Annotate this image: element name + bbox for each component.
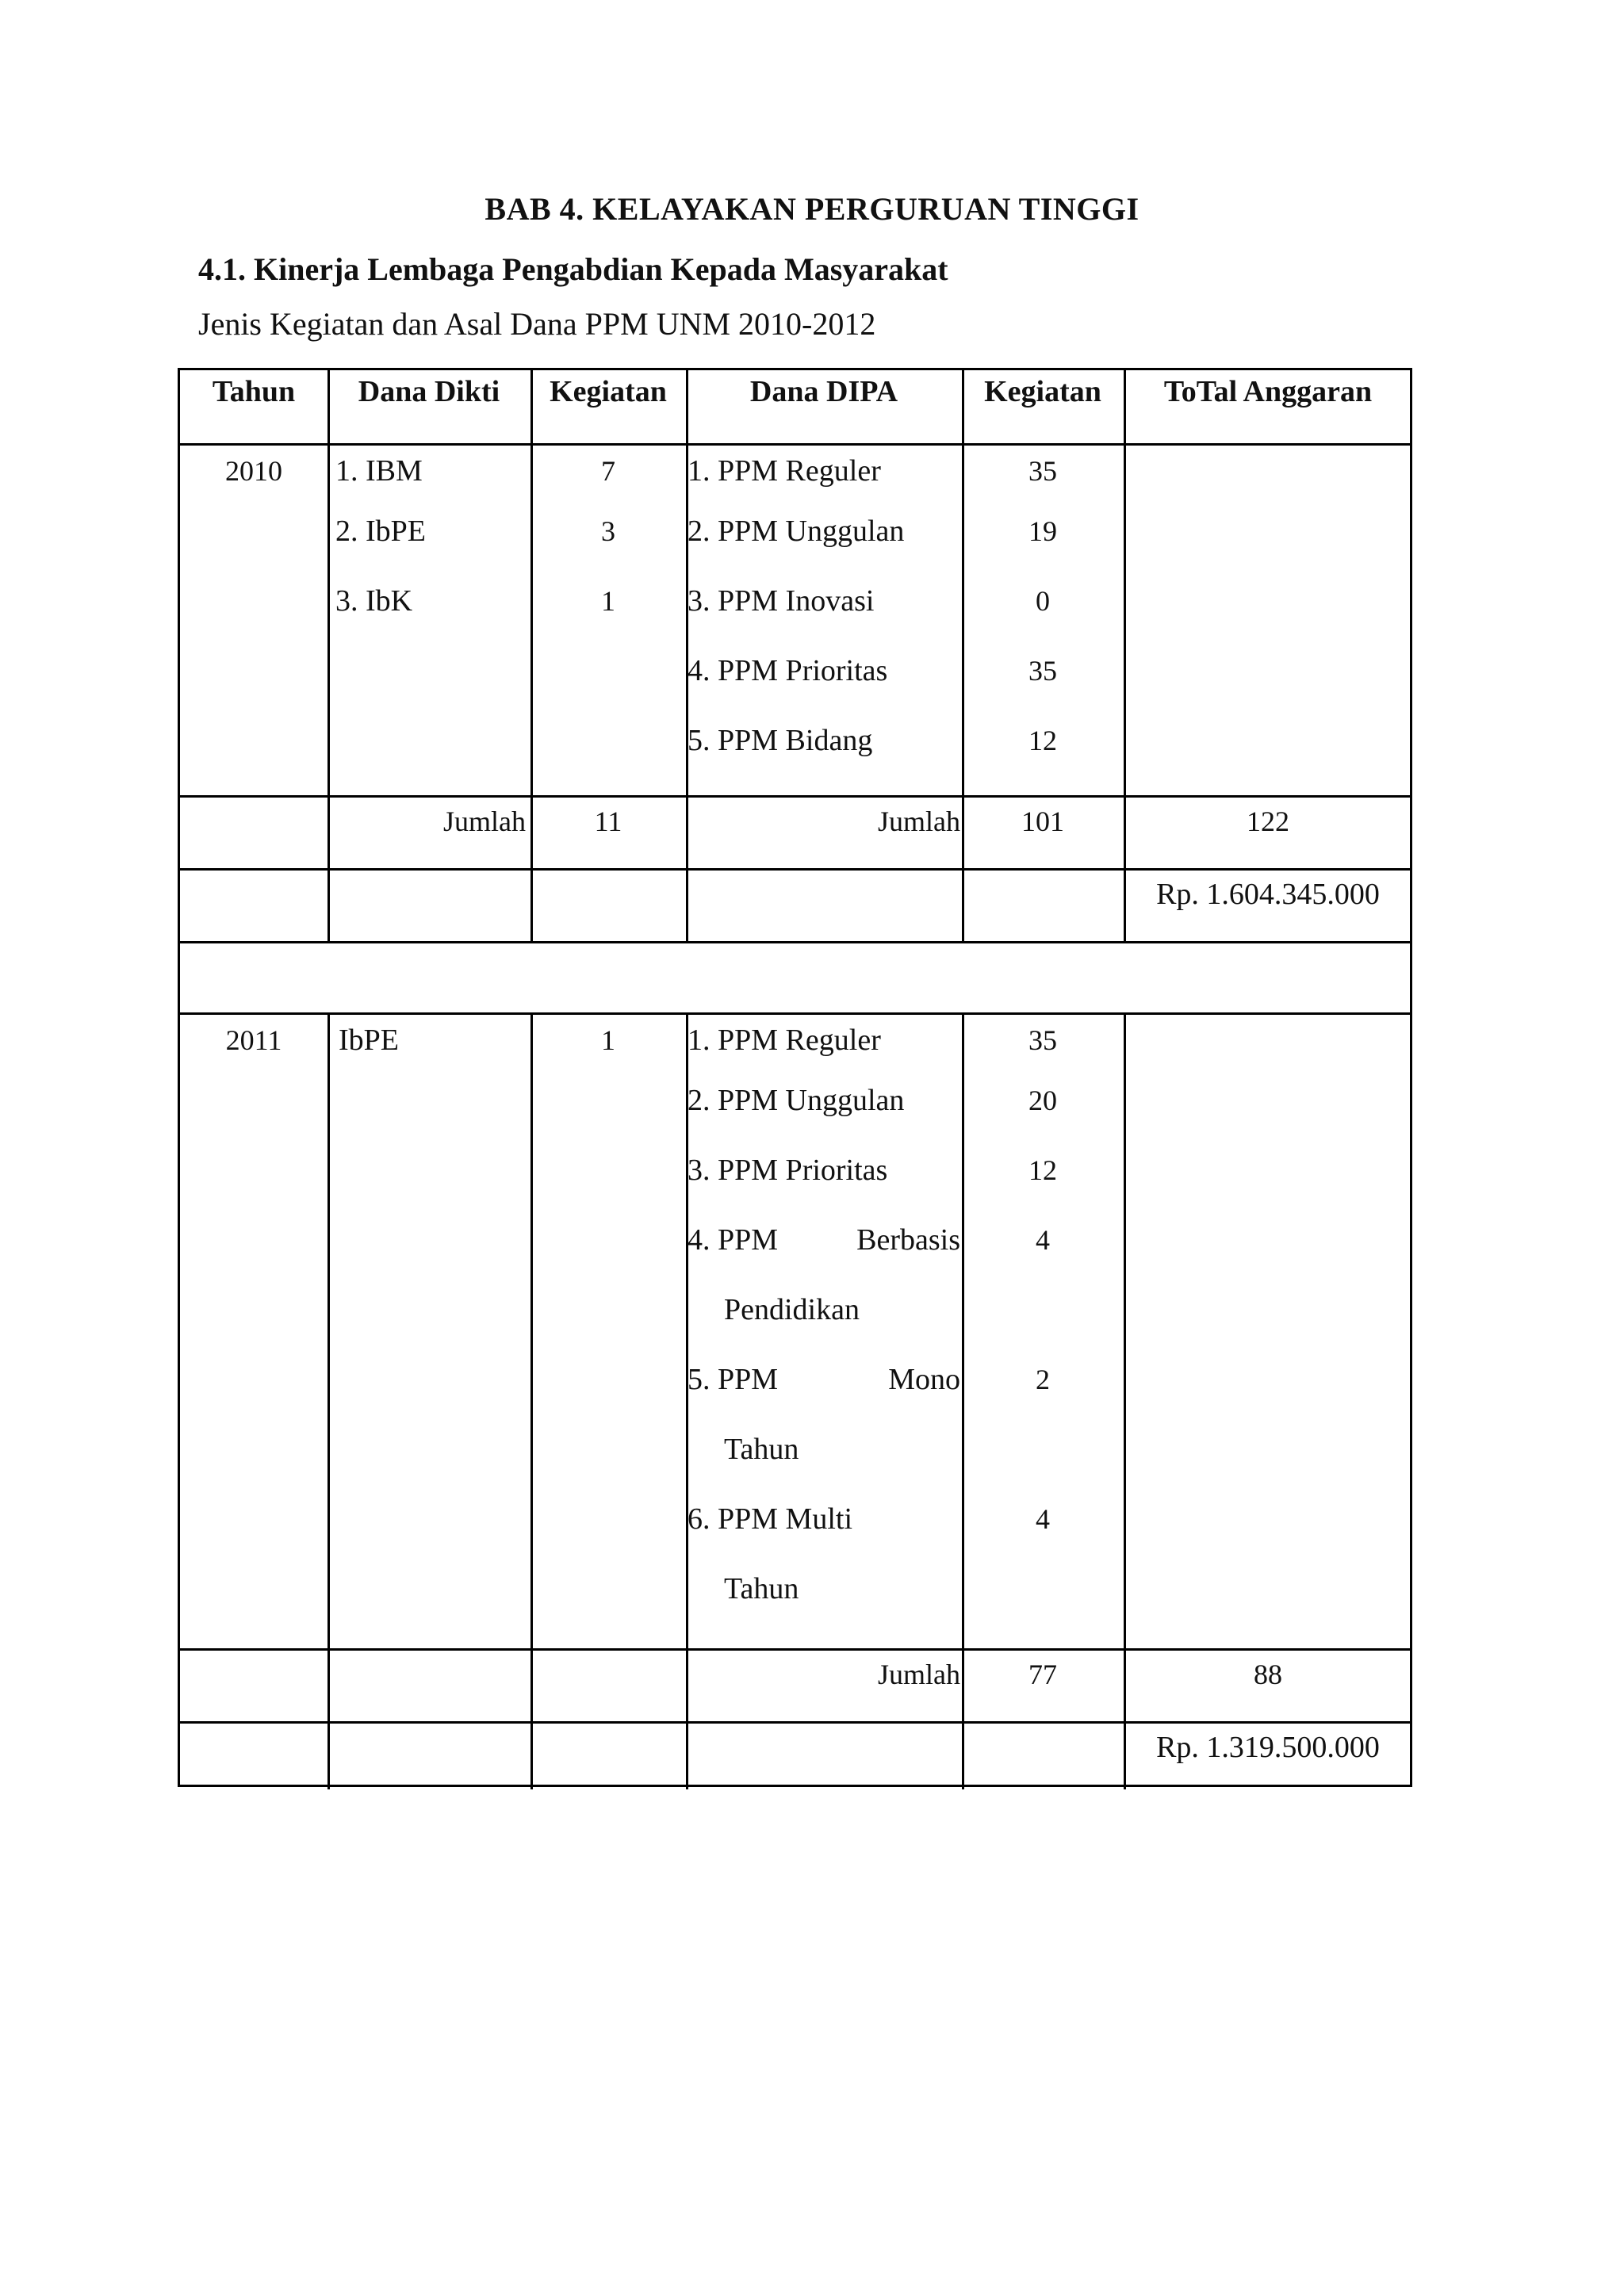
jumlah-label: Jumlah — [878, 1659, 960, 1690]
table-caption: Jenis Kegiatan dan Asal Dana PPM UNM 2010-2012 — [198, 306, 876, 342]
dikti-item: 2. IbPE — [335, 515, 426, 548]
jumlah-dipa: 77 — [1028, 1659, 1057, 1690]
chapter-title: BAB 4. KELAYAKAN PERGURUAN TINGGI — [485, 191, 1139, 227]
row-divider — [180, 941, 1410, 943]
dipa-item-continuation: Tahun — [724, 1433, 799, 1466]
header-kegiatan-dikti: Kegiatan — [550, 375, 667, 408]
dipa-count: 35 — [1028, 455, 1057, 487]
col-divider — [530, 1012, 533, 1789]
dipa-item: 6. PPM Multi — [688, 1502, 853, 1536]
dikti-item: 1. IBM — [335, 454, 423, 488]
ppm-table — [178, 368, 1412, 1787]
dipa-item: 1. PPM Reguler — [688, 454, 881, 488]
dikti-count: 1 — [601, 585, 615, 617]
section-heading: 4.1. Kinerja Lembaga Pengabdian Kepada Masyarakat — [198, 251, 948, 287]
dikti-count: 7 — [601, 455, 615, 487]
dipa-item — [688, 1222, 960, 1258]
dipa-item-right: Berbasis — [856, 1223, 960, 1257]
row-divider — [180, 1012, 1410, 1015]
dikti-item: IbPE — [339, 1024, 399, 1057]
dipa-item-continuation: Pendidikan — [724, 1293, 860, 1326]
dipa-count: 12 — [1028, 725, 1057, 756]
header-total-anggaran: ToTal Anggaran — [1163, 375, 1373, 408]
dipa-item-continuation: Tahun — [724, 1572, 799, 1605]
row-divider — [180, 795, 1410, 798]
row-divider — [180, 443, 1410, 446]
dipa-item-left: 4. PPM — [688, 1223, 779, 1257]
dipa-item-left: 5. PPM — [688, 1363, 779, 1396]
dipa-count: 20 — [1028, 1085, 1057, 1116]
col-divider — [327, 1012, 330, 1789]
col-divider — [1124, 370, 1126, 941]
dipa-count: 2 — [1036, 1364, 1050, 1395]
header-dana-dipa: Dana DIPA — [749, 375, 898, 408]
dipa-count: 0 — [1036, 585, 1050, 617]
row-divider — [180, 1648, 1410, 1651]
dipa-item: 3. PPM Inovasi — [688, 584, 875, 618]
dipa-item: 3. PPM Prioritas — [688, 1154, 888, 1187]
dikti-item: 3. IbK — [335, 584, 413, 618]
dikti-count: 1 — [601, 1024, 615, 1056]
total-kegiatan: 88 — [1254, 1659, 1282, 1690]
dipa-count: 4 — [1036, 1224, 1050, 1256]
jumlah-dikti: 11 — [594, 806, 622, 837]
dipa-item: 5. PPM Bidang — [688, 724, 873, 757]
jumlah-label: Jumlah — [878, 806, 960, 837]
jumlah-label: Jumlah — [443, 806, 526, 837]
header-kegiatan-dipa: Kegiatan — [984, 375, 1101, 408]
dipa-count: 12 — [1028, 1154, 1057, 1186]
row-divider — [180, 1721, 1410, 1724]
year-2011: 2011 — [225, 1024, 282, 1056]
dipa-count: 19 — [1028, 515, 1057, 547]
jumlah-dipa: 101 — [1021, 806, 1064, 837]
dipa-count: 35 — [1028, 1024, 1057, 1056]
header-tahun: Tahun — [212, 375, 296, 408]
row-divider — [180, 868, 1410, 871]
dipa-item-right: Mono — [888, 1363, 960, 1396]
col-divider — [327, 370, 330, 941]
dipa-item: 2. PPM Unggulan — [688, 515, 905, 548]
dipa-item: 1. PPM Reguler — [688, 1024, 881, 1057]
year-2010: 2010 — [225, 455, 282, 487]
header-dana-dikti: Dana Dikti — [358, 375, 500, 408]
total-anggaran: Rp. 1.604.345.000 — [1156, 878, 1380, 911]
dipa-item — [688, 1361, 960, 1398]
dipa-count: 35 — [1028, 655, 1057, 687]
dikti-count: 3 — [601, 515, 615, 547]
dipa-count: 4 — [1036, 1503, 1050, 1535]
dipa-item: 4. PPM Prioritas — [688, 654, 888, 687]
dipa-item: 2. PPM Unggulan — [688, 1084, 905, 1117]
total-kegiatan: 122 — [1247, 806, 1289, 837]
total-anggaran: Rp. 1.319.500.000 — [1156, 1731, 1380, 1764]
